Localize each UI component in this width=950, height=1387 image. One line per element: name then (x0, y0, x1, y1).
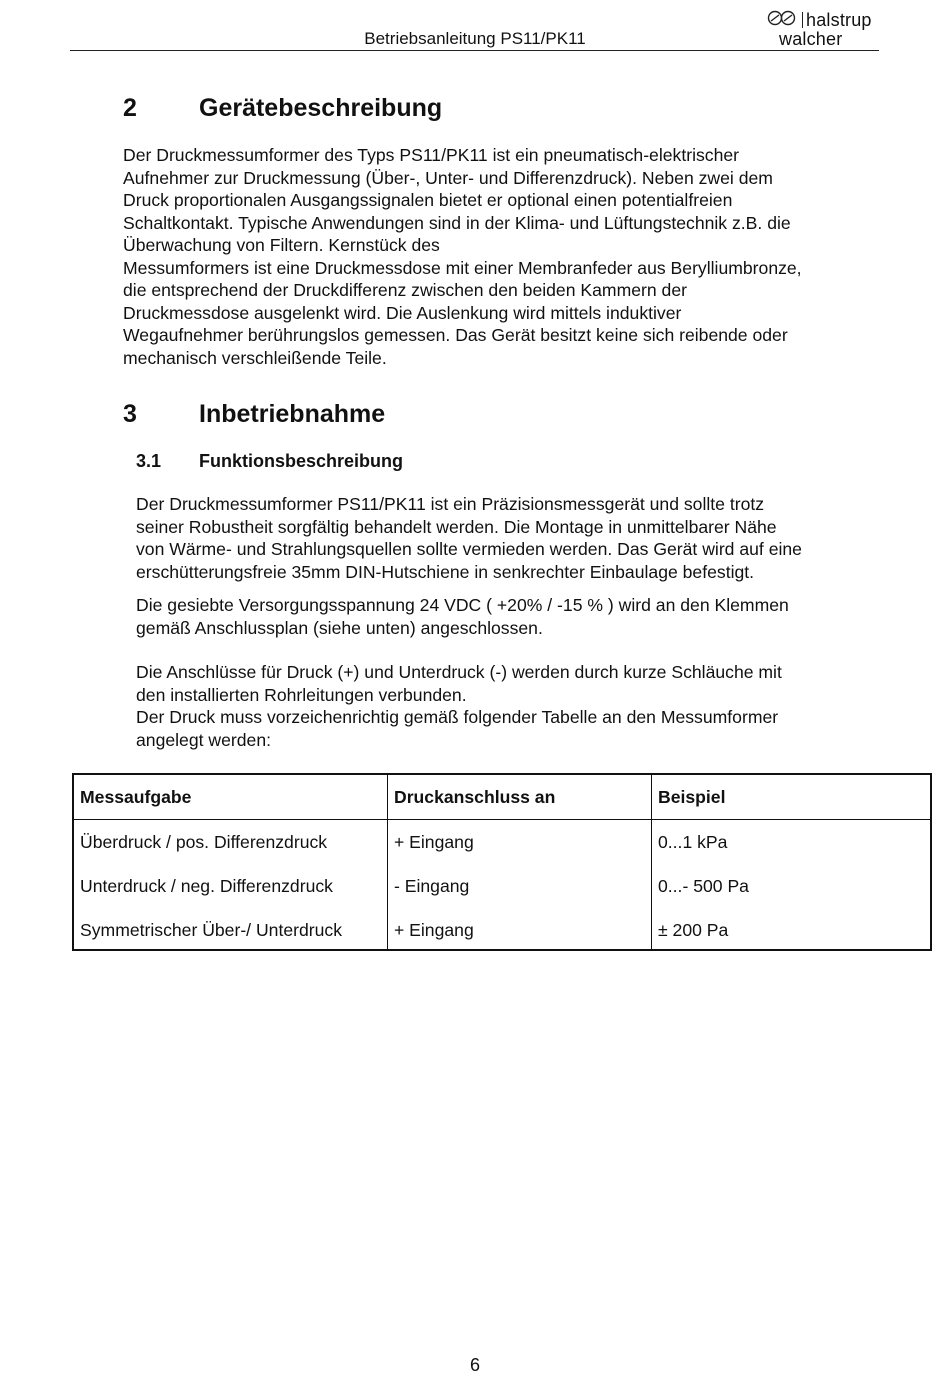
paragraph-line: erschütterungsfreie 35mm DIN-Hutschiene in senkrechter Einbaulage befestigt. (136, 561, 755, 582)
paragraph-line: gemäß Anschlussplan (siehe unten) angeschlossen. (136, 617, 543, 638)
company-logo (767, 6, 887, 50)
table-cell: Symmetrischer Über-/ Unterdruck (80, 920, 343, 940)
paragraph-line: Messumformers ist eine Druckmessdose mit einer Membranfeder aus Berylliumbronze, (123, 257, 802, 278)
table-header-beispiel: Beispiel (658, 787, 726, 807)
logo-separator (802, 12, 803, 28)
logo-mark-icon (767, 10, 797, 26)
table-cell: ± 200 Pa (658, 920, 729, 940)
page-number: 6 (469, 1355, 480, 1375)
paragraph-line: Schaltkontakt. Typische Anwendungen sind in der Klima- und Lüftungstechnik z.B. die (123, 212, 791, 233)
table-cell: Unterdruck / neg. Differenzdruck (80, 876, 333, 896)
paragraph-line: Der Druckmessumformer des Typs PS11/PK11 ist ein pneumatisch-elektrischer (123, 145, 740, 165)
pressure-connection-table (72, 773, 932, 951)
table-cell: + Eingang (394, 832, 474, 852)
section-3-1-paragraph-3 (136, 661, 782, 751)
subsection-title: Funktionsbeschreibung (199, 451, 404, 471)
table-header-messaufgabe: Messaufgabe (80, 787, 192, 807)
table-cell: + Eingang (394, 920, 474, 940)
section-3-1-paragraph-1 (136, 493, 802, 583)
section-3-1-paragraph-2 (136, 594, 789, 639)
paragraph-line: seiner Robustheit sorgfältig behandelt werden. Die Montage in unmittelbarer Nähe (136, 516, 777, 537)
paragraph-line: Wegaufnehmer berührungslos gemessen. Das Gerät besitzt keine sich reibende oder (123, 325, 788, 345)
section-2-paragraph (123, 144, 802, 369)
paragraph-line: die entsprechend der Druckdifferenz zwischen den beiden Kammern der (123, 280, 687, 300)
paragraph-line: angelegt werden: (136, 729, 271, 750)
table-header-divider (74, 819, 930, 820)
paragraph-line: mechanisch verschleißende Teile. (123, 347, 387, 368)
table-cell: 0...- 500 Pa (658, 876, 749, 896)
section-number: 3 (123, 400, 137, 428)
section-title: Gerätebeschreibung (199, 94, 443, 122)
logo-text-halstrup: halstrup (806, 10, 872, 30)
paragraph-line: Der Druck muss vorzeichenrichtig gemäß folgender Tabelle an den Messumformer (136, 707, 779, 727)
subsection-number: 3.1 (136, 451, 162, 471)
section-number: 2 (123, 94, 137, 122)
logo-text-walcher: walcher (779, 29, 843, 49)
paragraph-line: Der Druckmessumformer PS11/PK11 ist ein Präzisionsmessgerät und sollte trotz (136, 494, 765, 514)
document-header-title: Betriebsanleitung PS11/PK11 (364, 29, 586, 48)
paragraph-line: Überwachung von Filtern. Kernstück des (123, 235, 440, 255)
table-cell: 0...1 kPa (658, 832, 728, 852)
table-cell: Überdruck / pos. Differenzdruck (80, 832, 328, 852)
paragraph-line: Die gesiebte Versorgungsspannung 24 VDC ( +20% / -15 % ) wird an den Klemmen (136, 595, 789, 615)
paragraph-line: Druck proportionalen Ausgangssignalen bietet er optional einen potentialfreien (123, 190, 733, 210)
paragraph-line: den installierten Rohrleitungen verbunden. (136, 684, 467, 705)
header-divider (70, 50, 879, 51)
paragraph-line: Die Anschlüsse für Druck (+) und Unterdruck (-) werden durch kurze Schläuche mit (136, 662, 782, 682)
table-column-divider (651, 775, 652, 949)
section-title: Inbetriebnahme (199, 400, 386, 428)
paragraph-line: von Wärme- und Strahlungsquellen sollte vermieden werden. Das Gerät wird auf eine (136, 539, 802, 559)
table-cell: - Eingang (394, 876, 470, 896)
table-header-druckanschluss: Druckanschluss an (394, 787, 556, 807)
paragraph-line: Aufnehmer zur Druckmessung (Über-, Unter- und Differenzdruck). Neben zwei dem (123, 167, 773, 188)
paragraph-line: Druckmessdose ausgelenkt wird. Die Auslenkung wird mittels induktiver (123, 302, 682, 323)
table-column-divider (387, 775, 388, 949)
